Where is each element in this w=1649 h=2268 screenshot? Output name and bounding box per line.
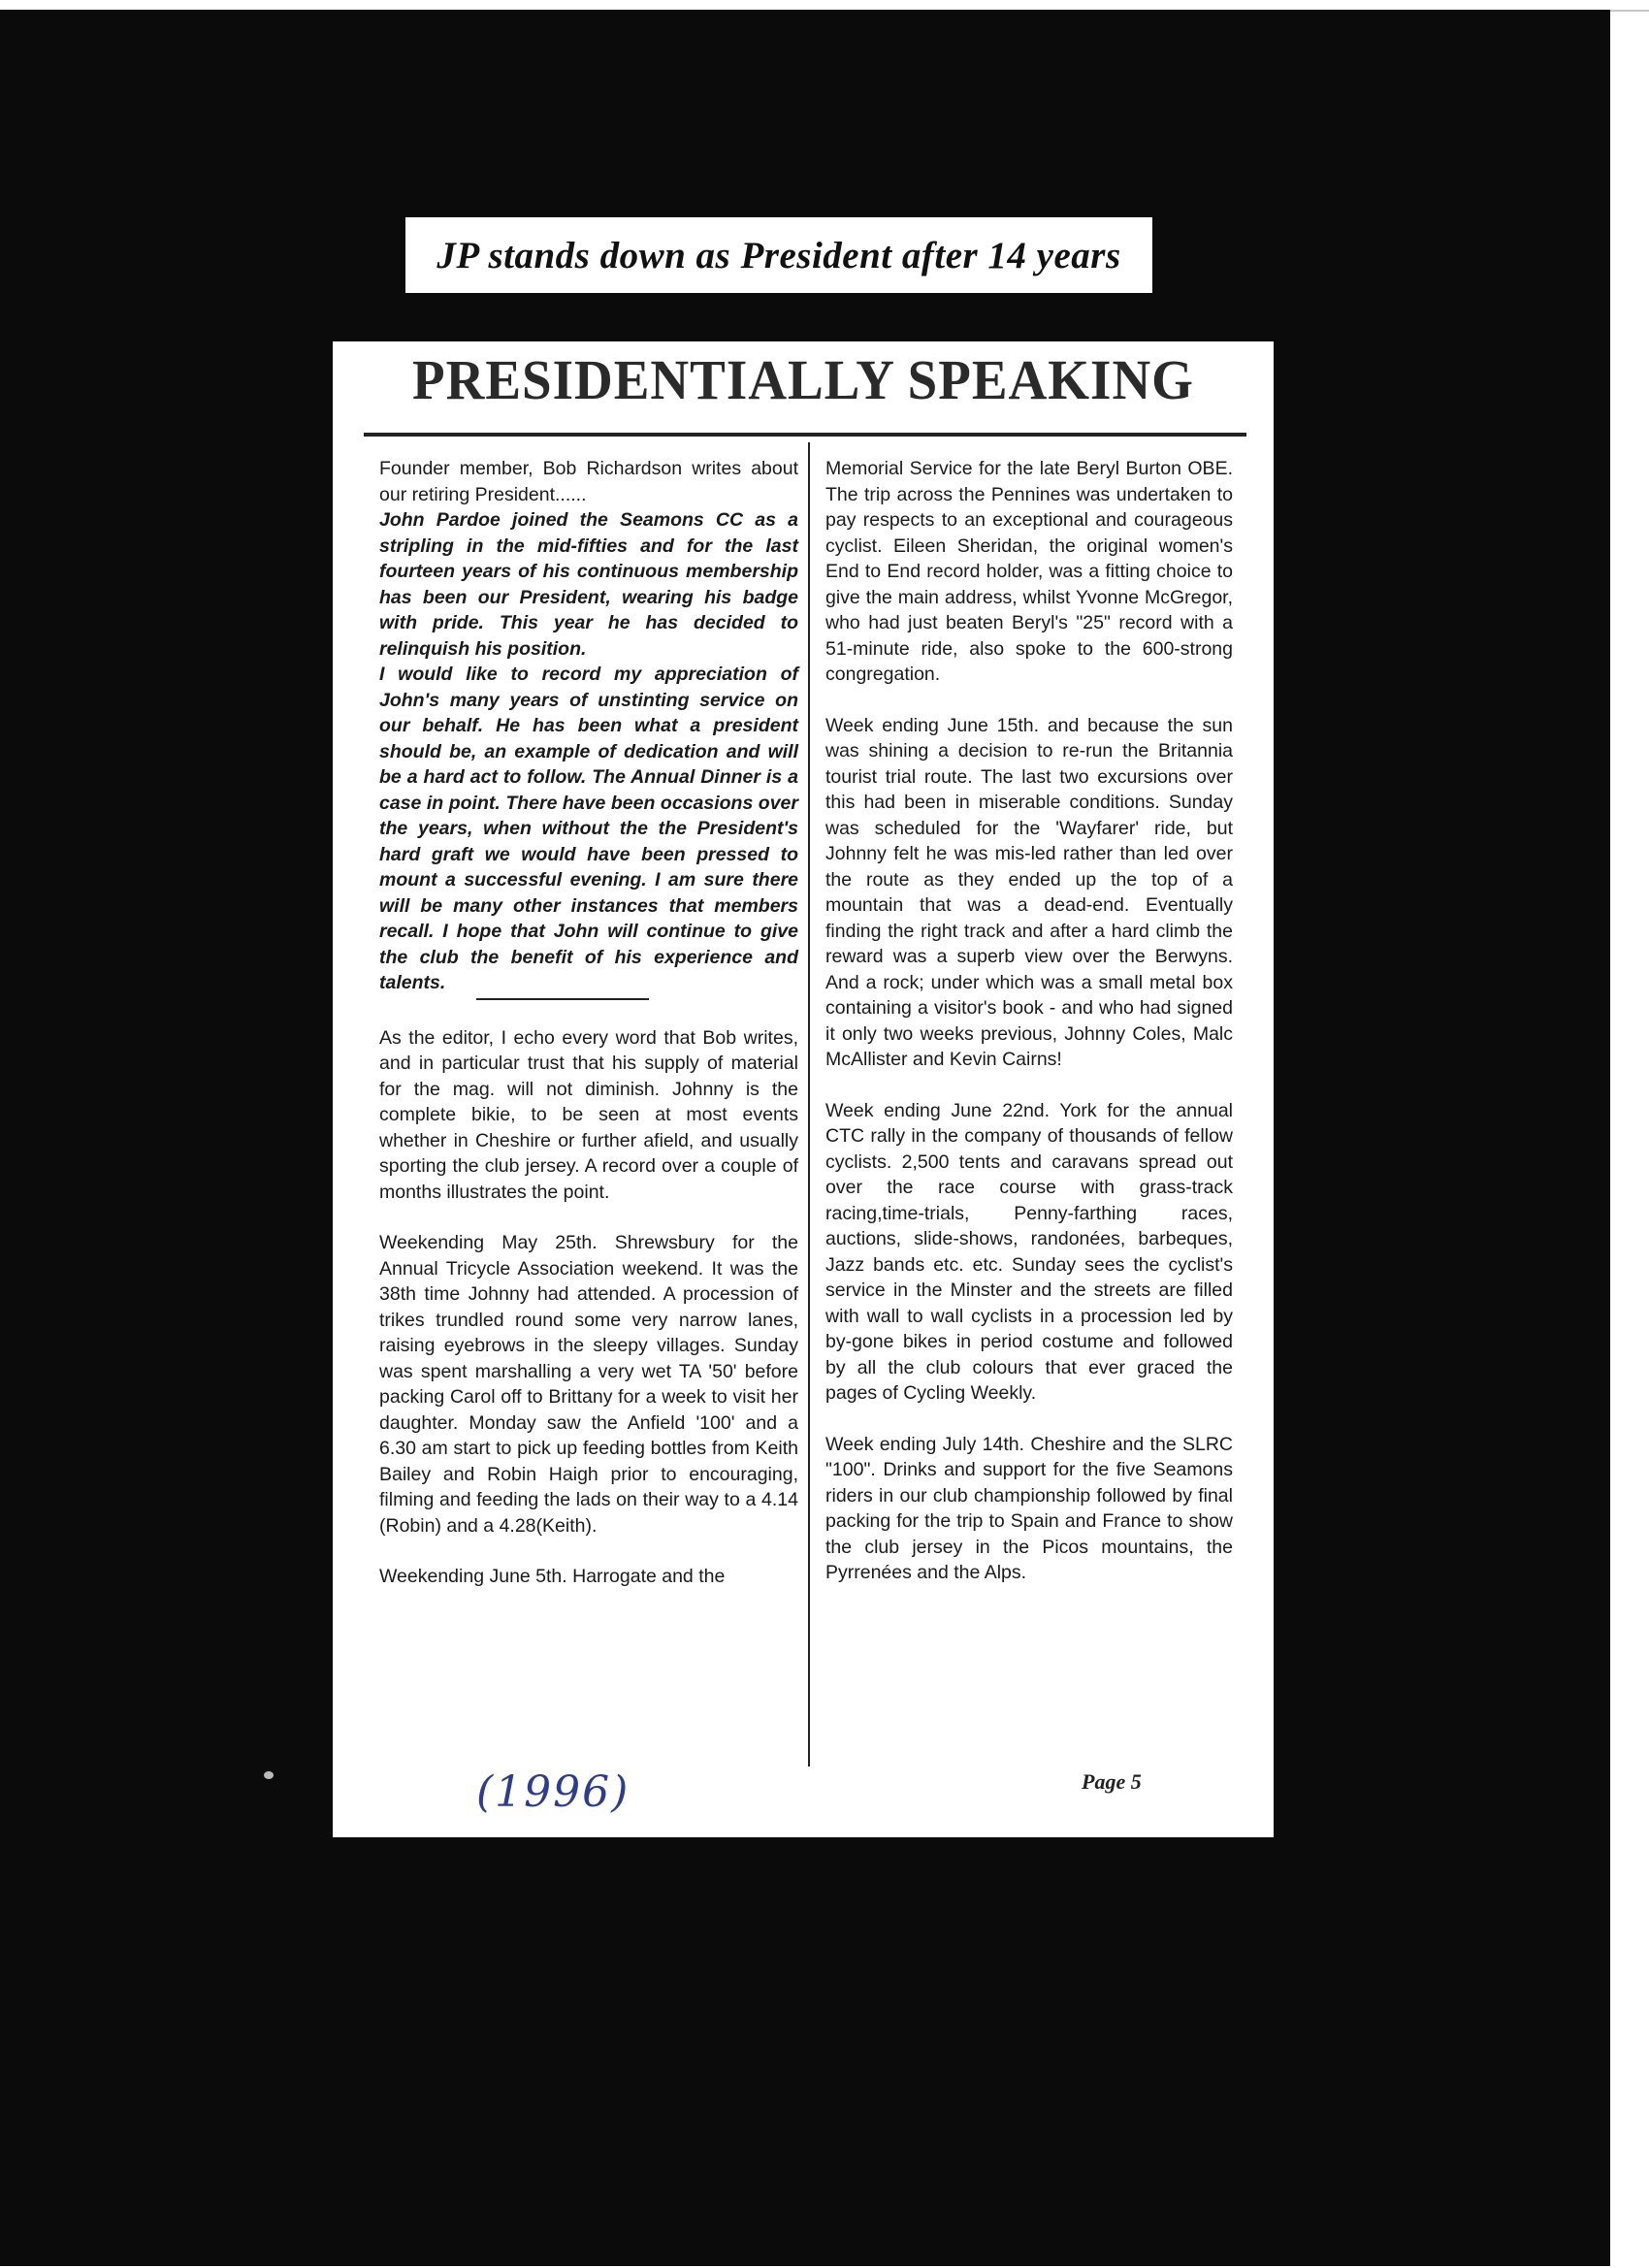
june15-paragraph: Week ending June 15th. and because the sun was shining a decision to re-run the Britannia tourist trial route. The last two excursions over this had been in miserable conditions. Sunday was scheduled for the 'Wayfarer' ride, but Johnny felt he was mis-led rather than led over the route as they ended up the top of a mountain that was a dead-end. Eventually finding the right track and after a hard climb the reward was a superb view over the Berwyns. And a rock; under which was a small metal box containing a visitor's book - and who had signed it only two weeks previous, Johnny Coles, Malc McAllister and Kevin Cairns! [825,714,1233,1070]
column-divider [808,442,810,1766]
tribute-paragraph-1: John Pardoe joined the Seamons CC as a stripling in the mid-fifties and for the last fourteen years of his continuous membership has been our President, wearing his badge with pride. This year he has decided to relinquish his position. [379,509,798,660]
headline-text: JP stands down as President after 14 years [436,234,1121,276]
july14-paragraph: Week ending July 14th. Cheshire and the SLRC "100". Drinks and support for the five Seamons riders in our club championship followed by final packing for the trip to Spain and France to show the club jersey in the Picos mountains, the Pyrrenées and the Alps. [825,1433,1233,1583]
newsletter-clipping [333,341,1274,1837]
dust-speck [264,1771,274,1779]
masthead-rule [364,433,1246,437]
editor-paragraph: As the editor, I echo every word that Bob writes, and in particular trust that his supply of material for the mag. will not diminish. Johnny is the complete bikie, to be seen at most events whether in Cheshire or further afield, and usually sporting the club jersey. A record over a couple of months illustrates the point. [379,1026,798,1203]
intro-paragraph: Founder member, Bob Richardson writes about our retiring President...... [379,458,798,505]
section-rule [476,998,649,1000]
masthead-title: PRESIDENTIALLY SPEAKING [412,348,1194,411]
june5-continued-paragraph: Memorial Service for the late Beryl Burton OBE. The trip across the Pennines was undertaken to pay respects to an exceptional and courageous cyclist. Eileen Sheridan, the original women's End to End record holder, was a fitting choice to give the main address, whilst Yvonne McGregor, who had just beaten Beryl's "25" record with a 51-minute ride, also spoke to the 600-strong congregation. [825,458,1233,685]
headline-clipping [405,217,1152,293]
tribute-paragraph-2: I would like to record my appreciation of John's many years of unstinting service on our behalf. He has been what a president should be, an example of dedication and will be a hard act to follow. The Annual Dinner is a case in point. There have been occasions over the years, when without the the President's hard graft we would have been pressed to mount a successful evening. I am sure there will be many other instances that members recall. I hope that John will continue to give the club the benefit of his experience and talents. [379,664,798,993]
left-column [379,456,798,1615]
june5-paragraph: Weekending June 5th. Harrogate and the [379,1566,726,1587]
scan-edge [1610,10,1649,12]
may25-paragraph: Weekending May 25th. Shrewsbury for the Annual Tricycle Association weekend. It was the 38th time Johnny had attended. A procession of trikes trundled round some very narrow lanes, raising eyebrows in the sleepy villages. Sunday was spent marshalling a very wet TA '50' before packing Carol off to Brittany for a week to visit her daughter. Monday saw the Anfield '100' and a 6.30 am start to pick up feeding bottles from Keith Bailey and Robin Haigh prior to encouraging, filming and feeding the lads on their way to a 4.14 (Robin) and a 4.28(Keith). [379,1232,798,1537]
handwritten-year: (1996) [476,1767,630,1817]
page-number: Page 5 [1082,1769,1142,1794]
right-column [825,456,1233,1611]
june22-paragraph: Week ending June 22nd. York for the annual CTC rally in the company of thousands of fellow cyclists. 2,500 tents and caravans spread out over the race course with grass-track racing,time-trials, Penny-farthing races, auctions, slide-shows, randonées, barbeques, Jazz bands etc. etc. Sunday sees the cyclist's service in the Minster and the streets are filled with wall to wall cyclists in a procession led by by-gone bikes in period costume and followed by all the club colours that ever graced the pages of Cycling Weekly. [825,1099,1233,1404]
